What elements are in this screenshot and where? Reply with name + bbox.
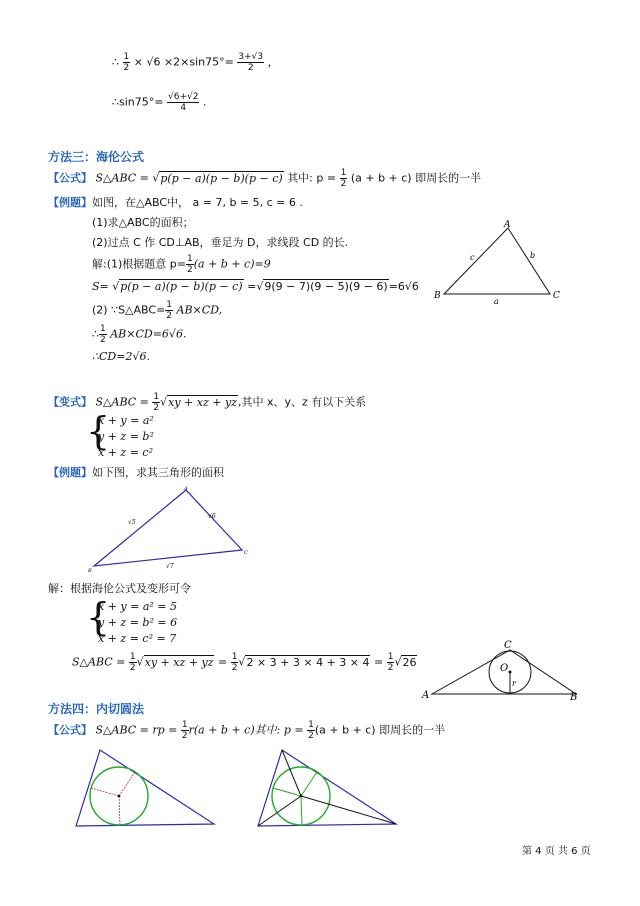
solution-line-4: ∴ $\frac{1}{2}$ AB×CD=6√6.: [92, 324, 187, 345]
half-fraction: $\frac{1}{2}$: [123, 52, 130, 73]
solution-line-2: S= √p(p − a)(p − b)(p − c) =√9(9 − 7)(9 − 5)(9 − 6)=6√6: [92, 280, 419, 293]
example2-tag: 【例题】: [48, 466, 92, 479]
question-1: (1)求△ABC的面积；: [92, 216, 194, 229]
proof-fraction-1: $\frac{3+√3}{2}$: [238, 52, 264, 73]
variant-eq-1: x + y = a²: [98, 414, 154, 427]
proof-line-2: ∴sin75°= $\frac{√6+√2}{4}$ .: [112, 92, 207, 113]
formula-tag: 【公式】: [48, 171, 92, 185]
vertex-a2-label: A: [184, 486, 188, 492]
incircle-figure: [420, 638, 584, 702]
method4-tag: 【公式】: [48, 723, 92, 737]
solution-line-5: ∴CD=2√6.: [92, 350, 150, 363]
incircle-figure-middle: [252, 744, 402, 832]
incircle-radius-label: r: [512, 679, 516, 688]
vertex-b2-label: B: [88, 568, 92, 574]
solution2-brace: {: [86, 595, 111, 639]
proof-expr-1: × √6 ×2×sin75°=: [133, 55, 234, 69]
solution-line-1: 解:(1)根据题意 p= $\frac{1}{2}$ (a + b + c)=9: [92, 254, 271, 275]
incircle-center: [509, 671, 512, 674]
question-2: (2)过点 C 作 CD⊥AB，垂足为 D，求线段 CD 的长.: [92, 236, 349, 249]
incircle-vertex-a: A: [422, 690, 430, 701]
variant-tag: 【变式】: [48, 395, 92, 409]
triangle-abc-shape: [444, 228, 550, 294]
side-sqrt5-label: √5: [128, 519, 136, 526]
solution-line-3: (2) ∵S△ABC= $\frac{1}{2}$ AB×CD,: [92, 300, 223, 321]
method3-example: 【例题】如图，在△ABC中， a = 7, b = 5, c = 6 .: [48, 196, 303, 209]
triangle-sqrt-figure: [86, 484, 254, 574]
method3-formula: 【公式】 S△ABC = √p(p − a)(p − b)(p − c) 其中: p = $\frac{1}{2}$ (a + b + c) 即周长的一半: [48, 168, 482, 189]
vertex-a-label: A: [504, 220, 511, 230]
vertex-c-label: C: [553, 291, 560, 301]
solution2-final: S△ABC = $\frac{1}{2}$ √xy + xz + yz = $\frac{1}{2}$ √2 × 3 + 3 × 4 + 3 × 4 = $\frac{1}{2}$ √26: [72, 652, 417, 673]
incircle-center-label: O: [500, 663, 509, 674]
side-sqrt7-label: √7: [166, 563, 174, 570]
method4-formula: 【公式】 S△ABC = rp = $\frac{1}{2}$ r(a + b + c)其中: p = $\frac{1}{2}$ (a + b + c) 即周长的一半: [48, 720, 446, 741]
variant-eq-3: x + z = c²: [98, 446, 153, 459]
triangle-abc-figure: [430, 218, 570, 310]
solution2-eq-3: x + z = c² = 7: [98, 632, 177, 645]
incircle-vertex-c: C: [504, 640, 512, 651]
page-number: 第 4 页 共 6 页: [522, 846, 591, 857]
vertex-c2-label: C: [244, 550, 248, 556]
solution2-intro: 解：根据海伦公式及变形可令: [48, 582, 191, 595]
side-c-label: c: [470, 253, 475, 262]
example-tag: 【例题】: [48, 196, 92, 209]
variant-eq-2: y + z = b²: [98, 430, 154, 443]
triangle-sqrt-shape: [94, 490, 242, 566]
method3-heading: 方法三：海伦公式: [48, 150, 145, 164]
incircle-vertex-b: B: [570, 692, 578, 702]
method4-heading: 方法四：内切圆法: [48, 702, 145, 716]
vertex-b-label: B: [434, 291, 441, 301]
variant-brace: {: [86, 409, 111, 453]
side-b-label: b: [530, 251, 536, 260]
proof-line-1: ∴ $\frac{1}{2}$ × √6 ×2×sin75°= $\frac{3+√3}{2}$ ，: [112, 52, 279, 73]
solution2-eq-1: x + y = a² = 5: [98, 600, 178, 613]
incircle-figure-left: [70, 744, 220, 832]
variant-formula: 【变式】 S△ABC = $\frac{1}{2}$ √xy + xz + yz,其中 x、y、z 有以下关系: [48, 392, 367, 413]
proof-expr-2: ∴sin75°=: [112, 95, 164, 109]
therefore-symbol: ∴: [112, 55, 119, 69]
solution2-eq-2: y + z = b² = 6: [98, 616, 178, 629]
example2-line: 【例题】如下图，求其三角形的面积: [48, 466, 224, 479]
side-sqrt6-label: √6: [208, 513, 216, 520]
proof-fraction-2: $\frac{√6+√2}{4}$: [167, 92, 199, 113]
side-a-label: a: [494, 297, 499, 306]
